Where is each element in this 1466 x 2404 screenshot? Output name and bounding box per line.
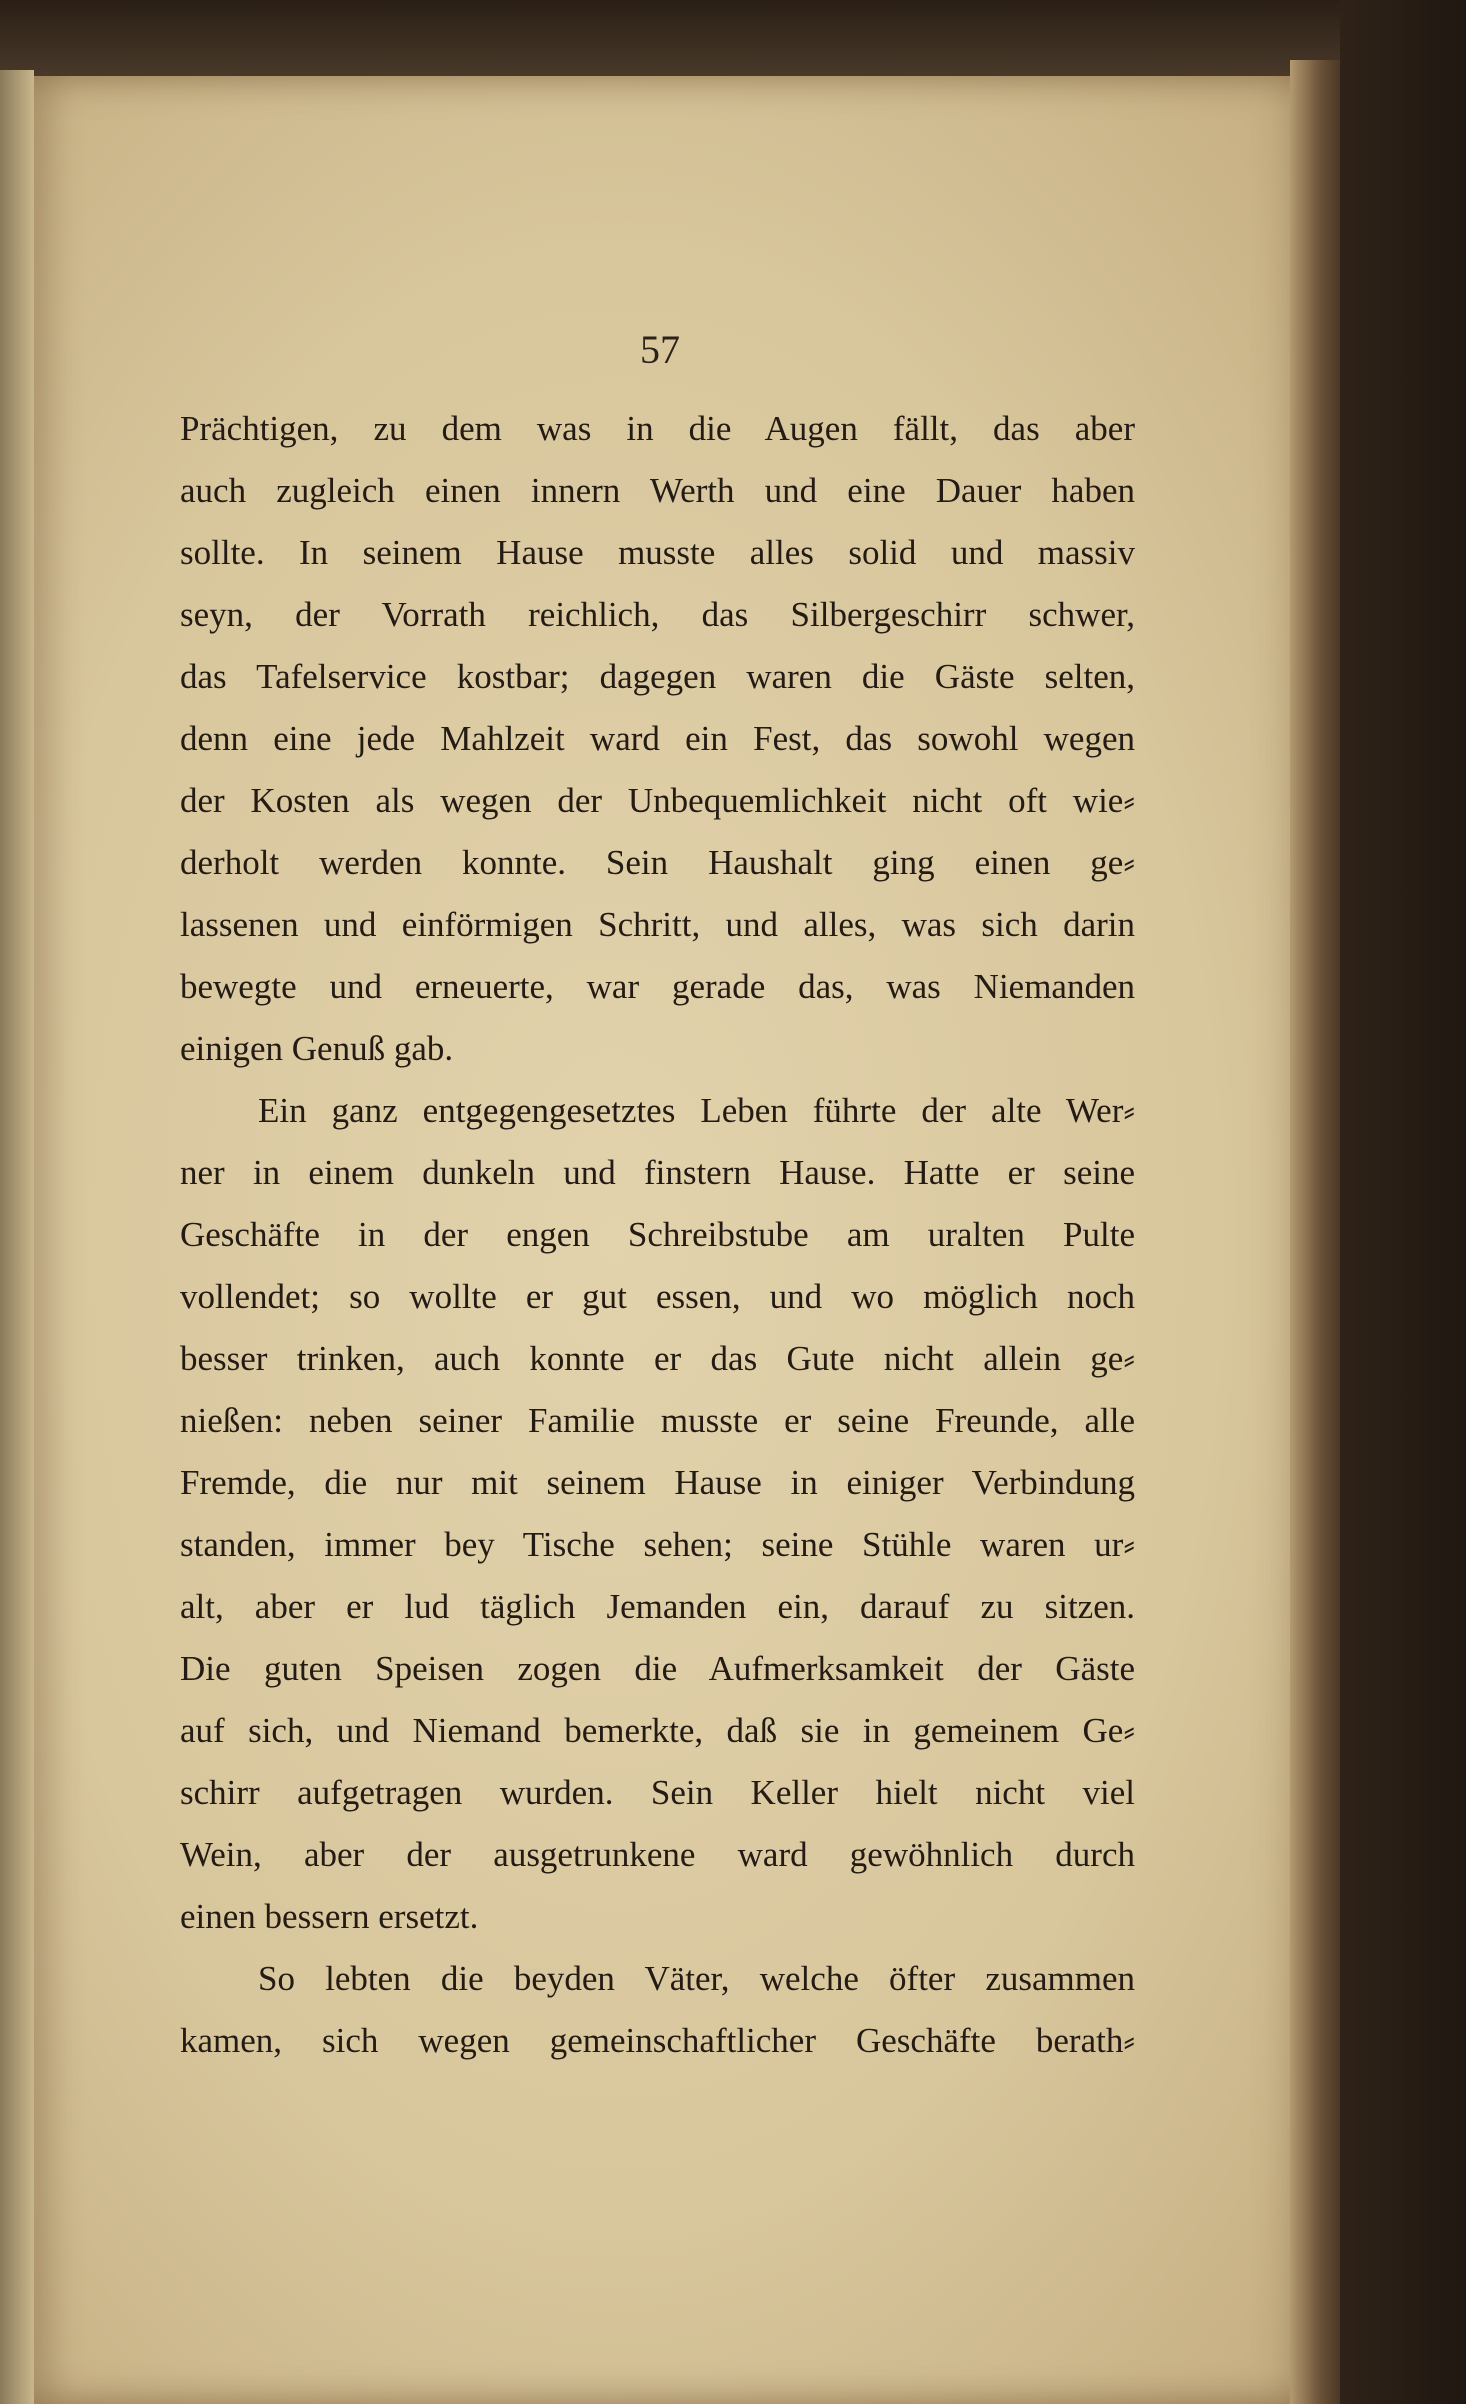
- text-line: Fremde, die nur mit seinem Hause in einiger Verbindung: [180, 1463, 1135, 1502]
- text-line: Ein ganz entgegengesetztes Leben führte der alte Wer⸗: [258, 1091, 1135, 1130]
- text-line: standen, immer bey Tische sehen; seine Stühle waren ur⸗: [180, 1525, 1135, 1564]
- text-line: Wein, aber der ausgetrunkene ward gewöhnlich durch: [180, 1835, 1135, 1874]
- book-top-edge: [0, 0, 1466, 80]
- text-line: derholt werden konnte. Sein Haushalt ging einen ge⸗: [180, 843, 1135, 882]
- text-line: das Tafelservice kostbar; dagegen waren die Gäste selten,: [180, 657, 1135, 696]
- text-line: einigen Genuß gab.: [180, 1029, 454, 1068]
- body-text: [180, 398, 1135, 2072]
- text-line: lassenen und einförmigen Schritt, und alles, was sich darin: [180, 905, 1135, 944]
- text-line: der Kosten als wegen der Unbequemlichkeit nicht oft wie⸗: [180, 781, 1135, 820]
- text-line: auf sich, und Niemand bemerkte, daß sie in gemeinem Ge⸗: [180, 1711, 1135, 1750]
- text-line: alt, aber er lud täglich Jemanden ein, darauf zu sitzen.: [180, 1587, 1135, 1626]
- text-line: ner in einem dunkeln und finstern Hause. Hatte er seine: [180, 1153, 1135, 1192]
- text-line: sollte. In seinem Hause musste alles solid und massiv: [180, 533, 1135, 572]
- text-line: Prächtigen, zu dem was in die Augen fällt, das aber: [180, 409, 1135, 448]
- text-line: Geschäfte in der engen Schreibstube am uralten Pulte: [180, 1215, 1135, 1254]
- text-line: nießen: neben seiner Familie musste er seine Freunde, alle: [180, 1401, 1135, 1440]
- text-line: einen bessern ersetzt.: [180, 1897, 479, 1936]
- text-line: seyn, der Vorrath reichlich, das Silbergeschirr schwer,: [180, 595, 1135, 634]
- text-line: denn eine jede Mahlzeit ward ein Fest, das sowohl wegen: [180, 719, 1135, 758]
- text-line: auch zugleich einen innern Werth und eine Dauer haben: [180, 471, 1135, 510]
- text-line: bewegte und erneuerte, war gerade das, was Niemanden: [180, 967, 1135, 1006]
- text-line: vollendet; so wollte er gut essen, und wo möglich noch: [180, 1277, 1135, 1316]
- page-number: 57: [640, 327, 680, 372]
- text-line: besser trinken, auch konnte er das Gute nicht allein ge⸗: [180, 1339, 1135, 1378]
- text-line: schirr aufgetragen wurden. Sein Keller hielt nicht viel: [180, 1773, 1135, 1812]
- text-line: So lebten die beyden Väter, welche öfter zusammen: [258, 1959, 1135, 1998]
- book-cover: [1340, 0, 1466, 2404]
- text-line: Die guten Speisen zogen die Aufmerksamkeit der Gäste: [180, 1649, 1135, 1688]
- left-page-edge: [0, 70, 34, 2404]
- text-line: kamen, sich wegen gemeinschaftlicher Geschäfte berath⸗: [180, 2021, 1135, 2060]
